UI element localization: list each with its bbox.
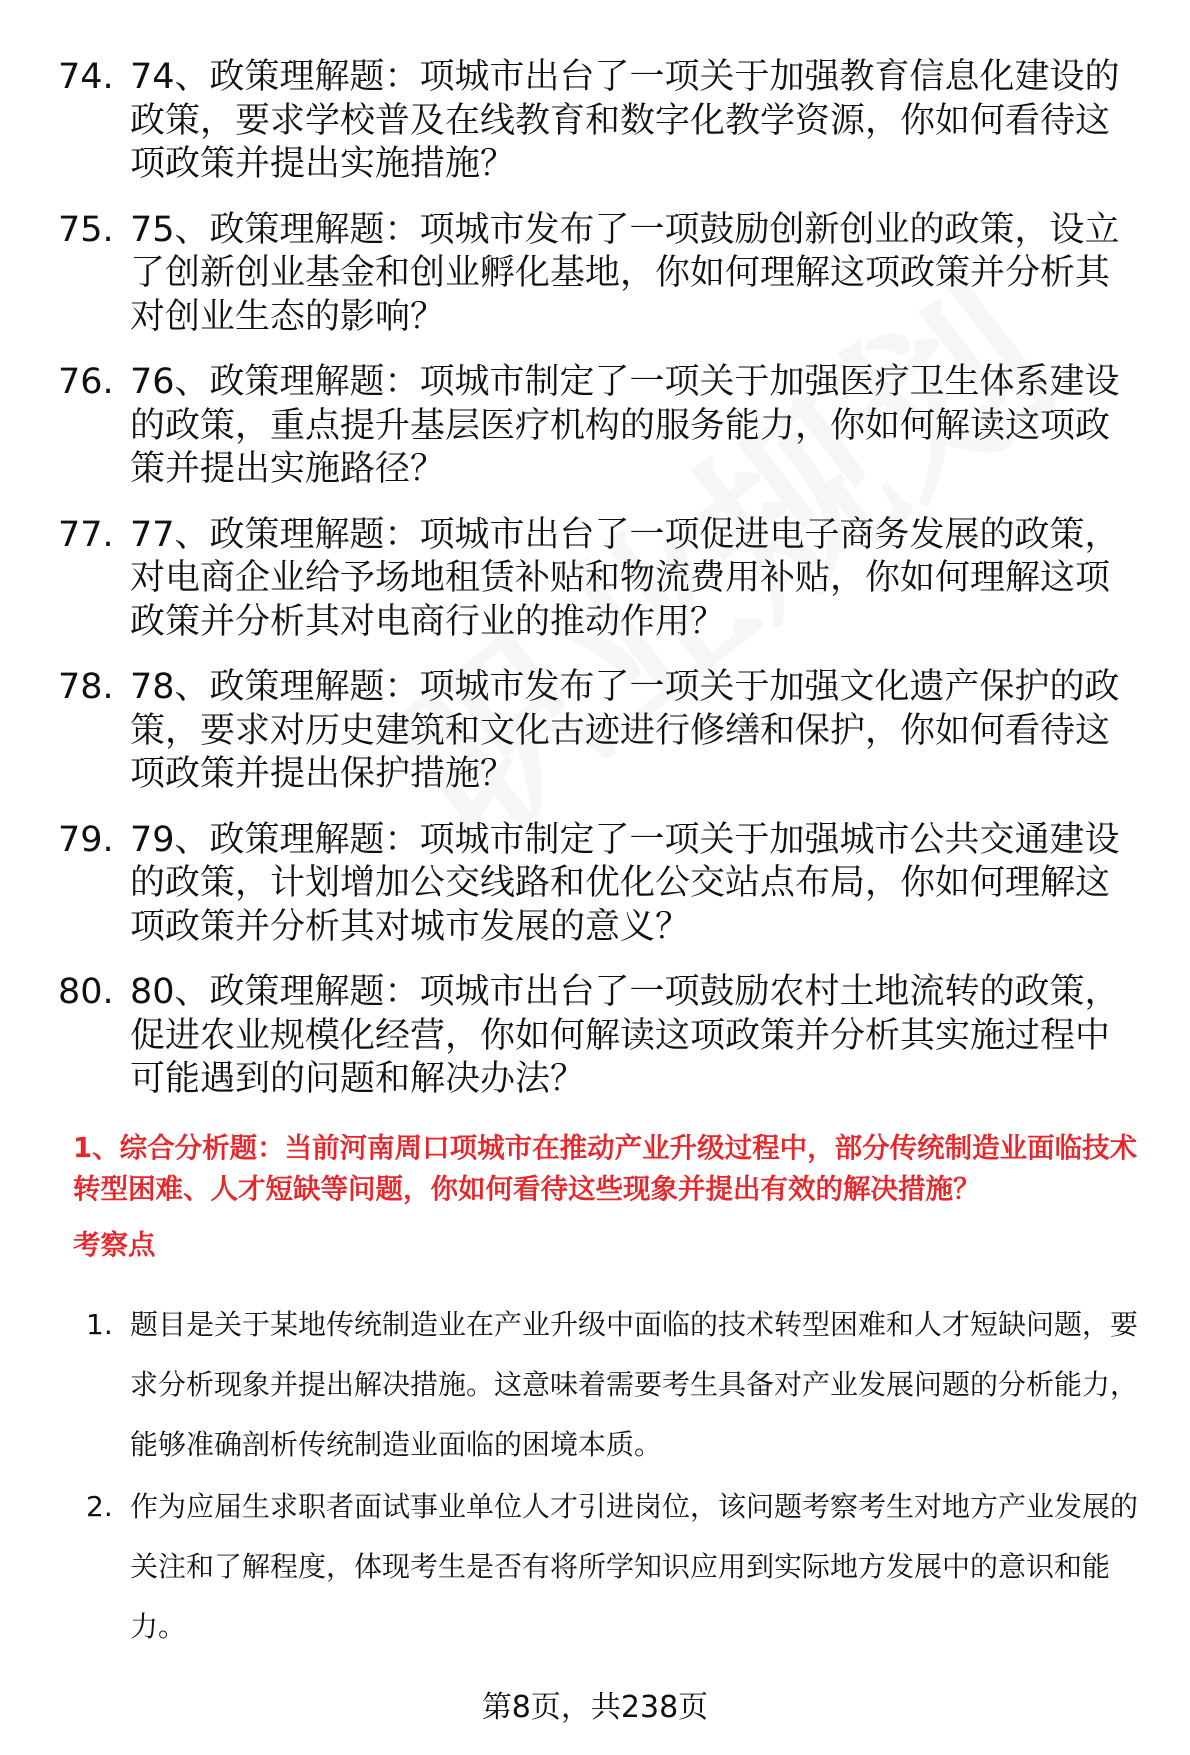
item-text: 78、政策理解题：项城市发布了一项关于加强文化遗产保护的政策，要求对历史建筑和文化古迹进行修缮和保护，你如何看待这项政策并提出保护措施？ (130, 667, 1120, 794)
page-number: 第8页，共238页 (481, 1690, 709, 1725)
item-text: 77、政策理解题：项城市出台了一项促进电子商务发展的政策，对电商企业给予场地租赁补贴和物流费用补贴，你如何理解这项政策并分析其对电商行业的推动作用？ (130, 514, 1120, 642)
item-text: 80、政策理解题：项城市出台了一项鼓励农村土地流转的政策，促进农业规模化经营，你如何解读这项政策并分析其实施过程中可能遇到的问题和解决办法？ (130, 972, 1120, 1099)
item-text: 79、政策理解题：项城市制定了一项关于加强城市公共交通建设的政策，计划增加公交线路和优化公交站点布局，你如何理解这项政策并分析其对城市发展的意义？ (130, 819, 1120, 947)
item-number: 78. (58, 667, 114, 707)
item-number: 2. (86, 1490, 113, 1523)
list-item (58, 971, 1158, 1102)
item-number: 79. (58, 819, 114, 860)
list-item (86, 1477, 1156, 1657)
list-item (58, 361, 1158, 492)
item-number: 74. (58, 57, 114, 97)
item-text: 题目是关于某地传统制造业在产业升级中面临的技术转型困难和人才短缺问题，要求分析现象并提出解决措施。这意味着需要考生具备对产业发展问题的分析能力，能够准确剖析传统制造业面临的困境本质。 (130, 1308, 1139, 1461)
point-list (86, 1295, 1156, 1659)
item-text: 作为应届生求职者面试事业单位人才引进岗位，该问题考察考生对地方产业发展的关注和了解程度，体现考生是否有将所学知识应用到实际地方发展中的意识和能力。 (130, 1490, 1139, 1643)
list-item (58, 666, 1158, 797)
list-item (58, 56, 1158, 187)
item-number: 75. (58, 209, 114, 250)
list-item (58, 209, 1158, 340)
item-text: 74、政策理解题：项城市出台了一项关于加强教育信息化建设的政策，要求学校普及在线教育和数字化教学资源，你如何看待这项政策并提出实施措施？ (130, 57, 1120, 184)
item-text: 75、政策理解题：项城市发布了一项鼓励创新创业的政策，设立了创新创业基金和创业孵化基地，你如何理解这项政策并分析其对创业生态的影响？ (130, 209, 1120, 337)
question-list (58, 56, 1158, 1124)
item-text: 76、政策理解题：项城市制定了一项关于加强医疗卫生体系建设的政策，重点提升基层医疗机构的服务能力，你如何解读这项政策并提出实施路径？ (130, 362, 1120, 489)
section-subheading: 考察点 (73, 1229, 156, 1261)
list-item (86, 1295, 1156, 1475)
item-number: 1. (86, 1308, 113, 1341)
list-item (58, 514, 1158, 645)
item-number: 80. (58, 972, 114, 1012)
section-heading: 1、综合分析题：当前河南周口项城市在推动产业升级过程中，部分传统制造业面临技术转型困难、人才短缺等问题，你如何看待这些现象并提出有效的解决措施？ (73, 1132, 1138, 1205)
item-number: 77. (58, 514, 114, 555)
list-item (58, 819, 1158, 950)
item-number: 76. (58, 362, 114, 402)
